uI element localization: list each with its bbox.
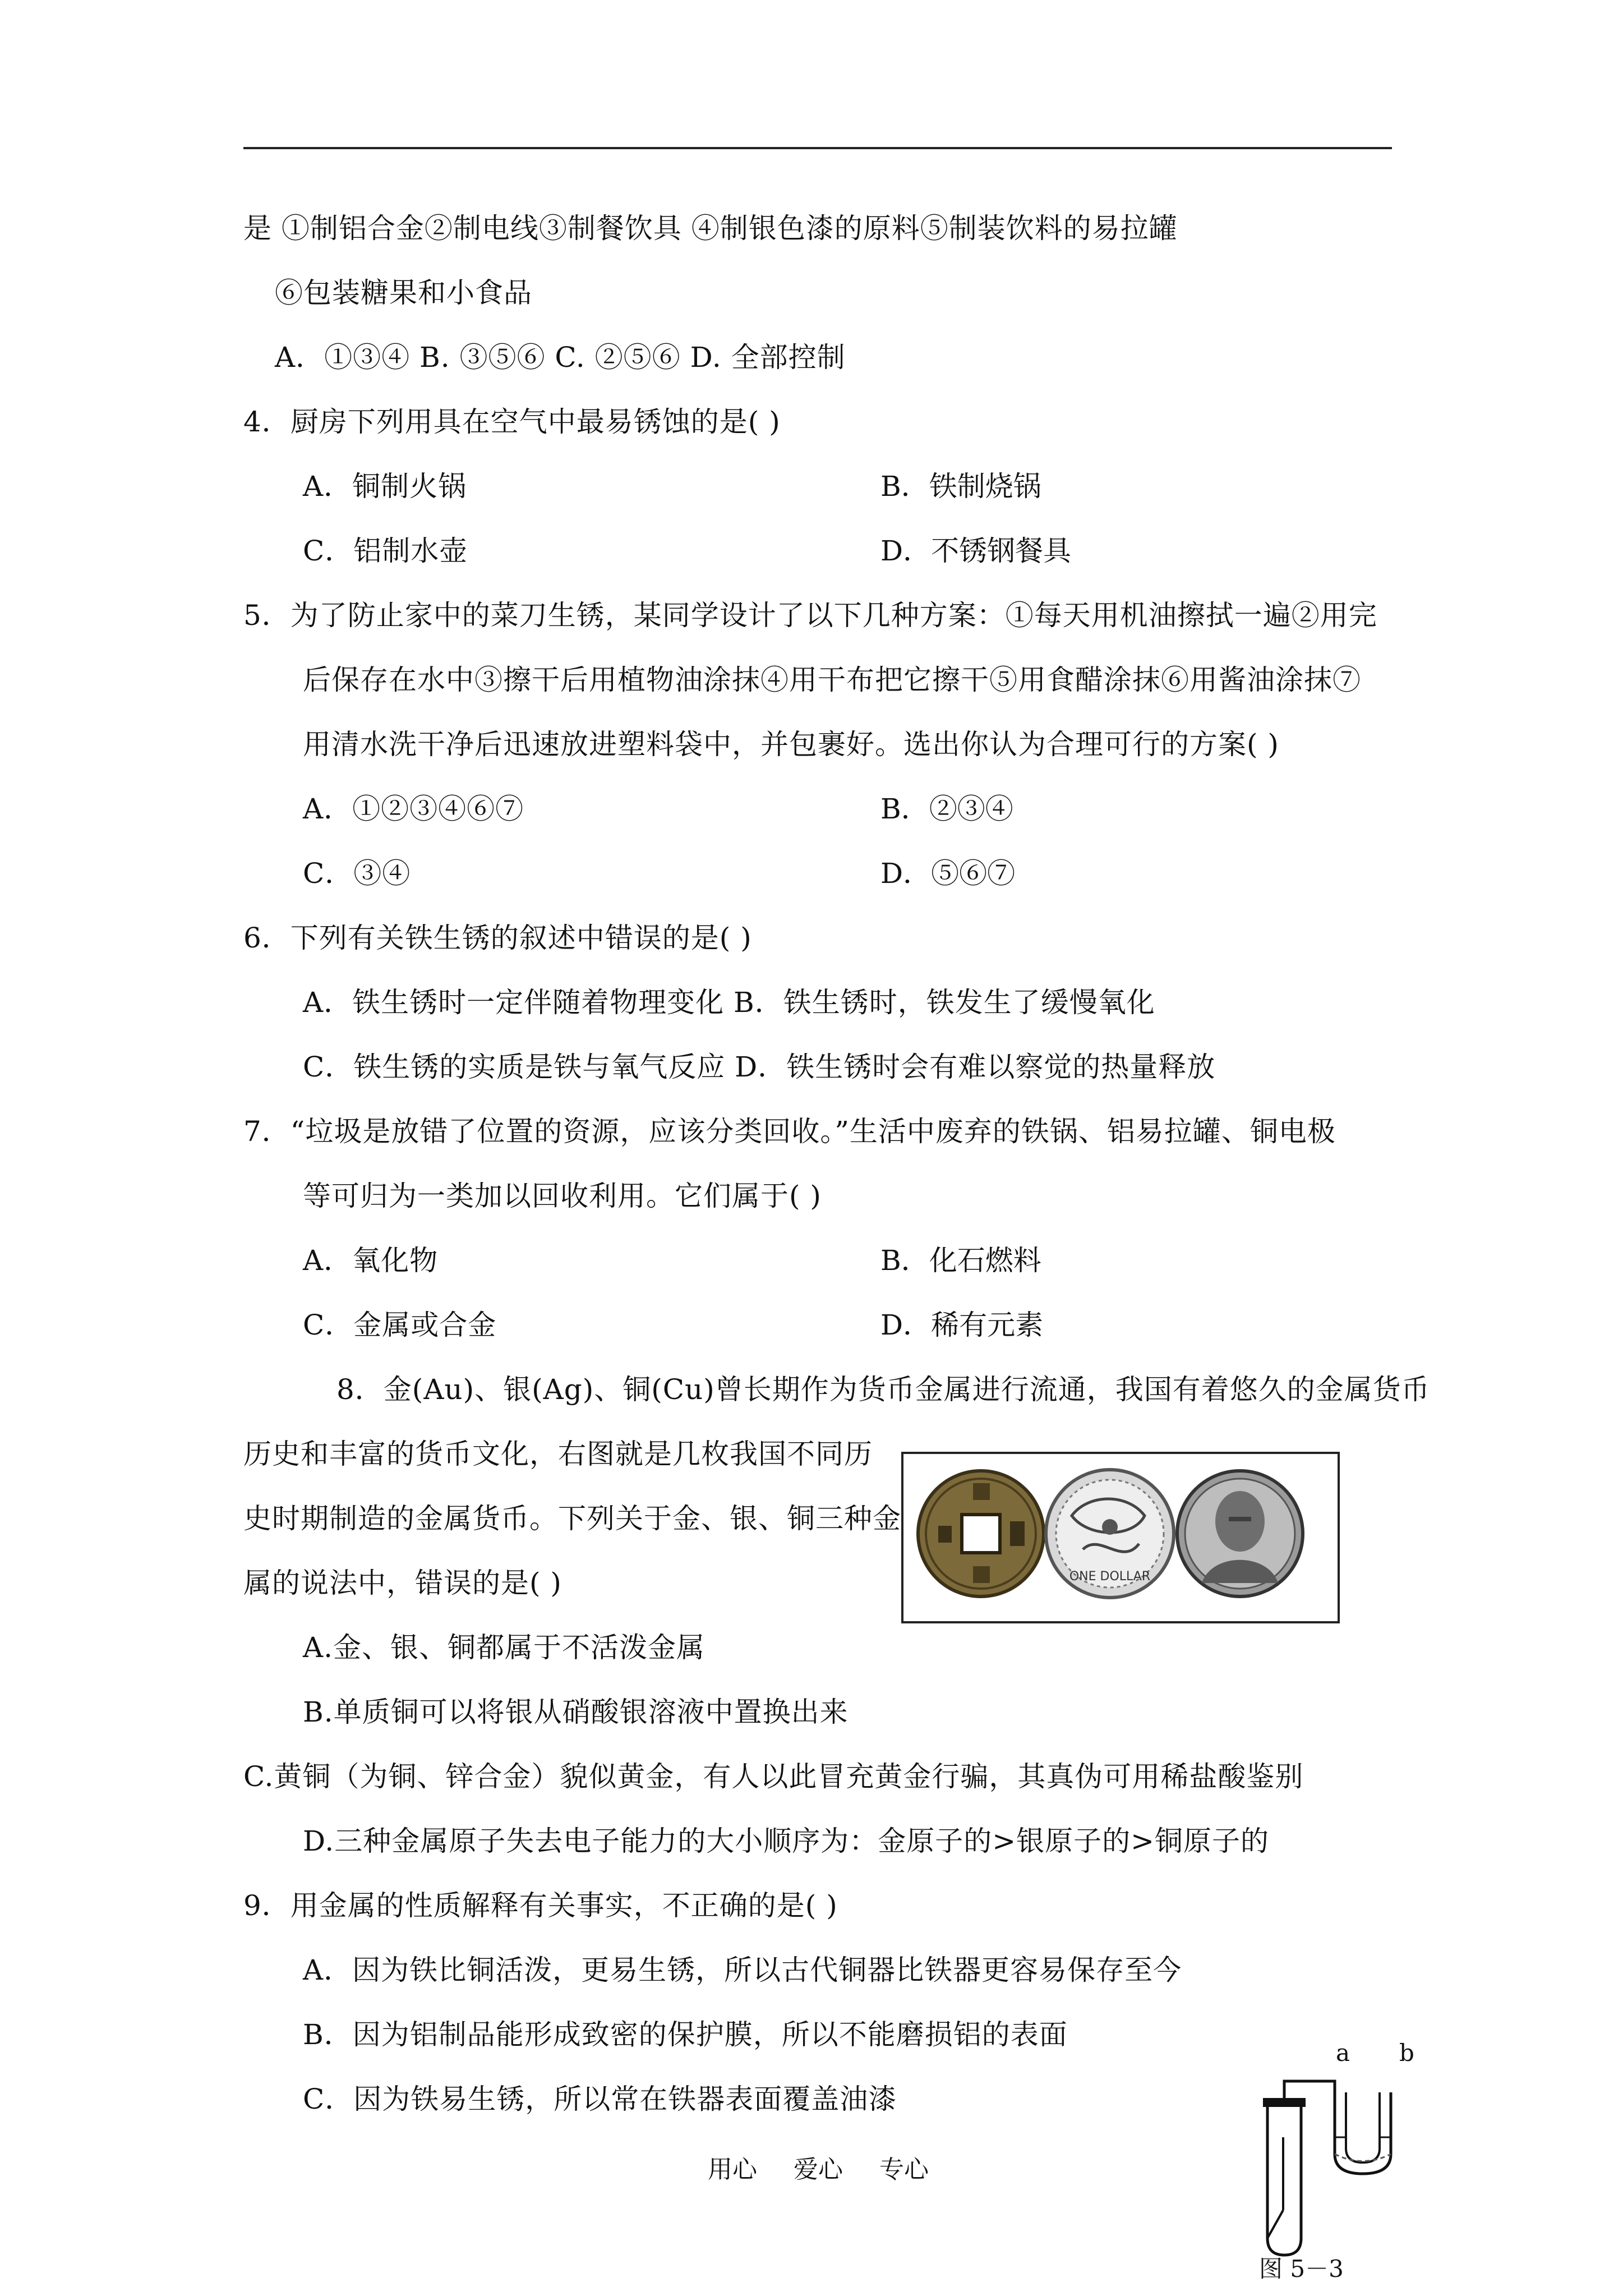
q3-line1: 是 ①制铝合金②制电线③制餐饮具 ④制银色漆的原料⑤制装饮料的易拉罐	[243, 212, 1178, 245]
q8-option-c: C.黄铜（为铜、锌合金）貌似黄金，有人以此冒充黄金行骗，其真伪可用稀盐酸鉴别	[243, 1760, 1304, 1793]
q7-line2: 等可归为一类加以回收利用。它们属于( )	[303, 1180, 822, 1212]
q5-line3: 用清水洗干净后迅速放进塑料袋中，并包裹好。选出你认为合理可行的方案( )	[303, 728, 1279, 761]
q5-line2: 后保存在水中③擦干后用植物油涂抹④用干布把它擦干⑤用食醋涂抹⑥用酱油涂抹⑦	[303, 664, 1361, 696]
q8-option-d: D.三种金属原子失去电子能力的大小顺序为：金原子的>银原子的>铜原子的	[303, 1825, 1269, 1857]
figure-caption: 图 5－3	[1259, 2255, 1344, 2283]
coins-illustration	[903, 1454, 1338, 1621]
q3-line2: ⑥包装糖果和小食品	[275, 277, 532, 309]
figure-label-a: a	[1336, 2039, 1350, 2067]
q8-option-a: A.金、银、铜都属于不活泼金属	[303, 1631, 706, 1664]
q6-options-cd: C．铁生锈的实质是铁与氧气反应 D．铁生锈时会有难以察觉的热量释放	[303, 1051, 1216, 1083]
portrait-coin	[1177, 1471, 1303, 1596]
q4-option-d: D．不锈钢餐具	[880, 535, 1072, 567]
q4-option-b: B．铁制烧锅	[880, 470, 1041, 503]
q9-option-a: A．因为铁比铜活泼，更易生锈，所以古代铜器比铁器更容易保存至今	[303, 1954, 1182, 1986]
q8-line2: 历史和丰富的货币文化，右图就是几枚我国不同历	[243, 1438, 873, 1470]
q7-option-a: A．氧化物	[303, 1244, 439, 1277]
footer-word-1: 用心	[708, 2155, 757, 2184]
q4-stem: 4．厨房下列用具在空气中最易锈蚀的是( )	[243, 406, 781, 438]
figure-apparatus	[1251, 2070, 1419, 2272]
q5-option-c: C．③④	[303, 857, 411, 890]
q7-option-c: C．金属或合金	[303, 1309, 497, 1341]
q4-option-a: A．铜制火锅	[303, 470, 467, 503]
q5-option-d: D．⑤⑥⑦	[880, 857, 1016, 890]
q8-line4: 属的说法中，错误的是( )	[243, 1567, 562, 1599]
q9-stem: 9．用金属的性质解释有关事实，不正确的是( )	[243, 1889, 838, 1922]
q6-options-ab: A．铁生锈时一定伴随着物理变化 B．铁生锈时，铁发生了缓慢氧化	[303, 986, 1155, 1019]
footer-word-3: 专心	[879, 2155, 929, 2184]
q8-line3: 史时期制造的金属货币。下列关于金、银、铜三种金	[243, 1502, 901, 1535]
q5-line1: 5．为了防止家中的菜刀生锈，某同学设计了以下几种方案：①每天用机油擦拭一遍②用完	[243, 599, 1377, 632]
q9-option-c: C．因为铁易生锈，所以常在铁器表面覆盖油漆	[303, 2083, 897, 2115]
q8-line1: 8．金(Au)、银(Ag)、铜(Cu)曾长期作为货币金属进行流通，我国有着悠久的金属货币	[336, 1373, 1430, 1406]
q5-option-a: A．①②③④⑥⑦	[303, 793, 524, 825]
q6-stem: 6．下列有关铁生锈的叙述中错误的是( )	[243, 922, 752, 954]
figure-label-b: b	[1399, 2039, 1414, 2067]
coins-figure	[901, 1452, 1340, 1623]
q7-option-b: B．化石燃料	[880, 1244, 1041, 1277]
q3-options: A．①③④ B. ③⑤⑥ C. ②⑤⑥ D. 全部控制	[275, 341, 846, 374]
copper-cash-coin	[918, 1471, 1044, 1596]
q9-option-b: B．因为铝制品能形成致密的保护膜，所以不能磨损铝的表面	[303, 2018, 1068, 2051]
header-rule	[243, 147, 1392, 149]
q7-option-d: D．稀有元素	[880, 1309, 1044, 1341]
coin-inscription: ONE DOLLAR	[1069, 1570, 1151, 1584]
q8-option-b: B.单质铜可以将银从硝酸银溶液中置换出来	[303, 1696, 849, 1728]
q4-option-c: C．铝制水壶	[303, 535, 468, 567]
q5-option-b: B．②③④	[880, 793, 1013, 825]
silver-dragon-coin	[1046, 1470, 1174, 1598]
q7-line1: 7．“垃圾是放错了位置的资源，应该分类回收。”生活中废弃的铁锅、铝易拉罐、铜电极	[243, 1115, 1336, 1148]
footer-word-2: 爱心	[794, 2155, 843, 2184]
